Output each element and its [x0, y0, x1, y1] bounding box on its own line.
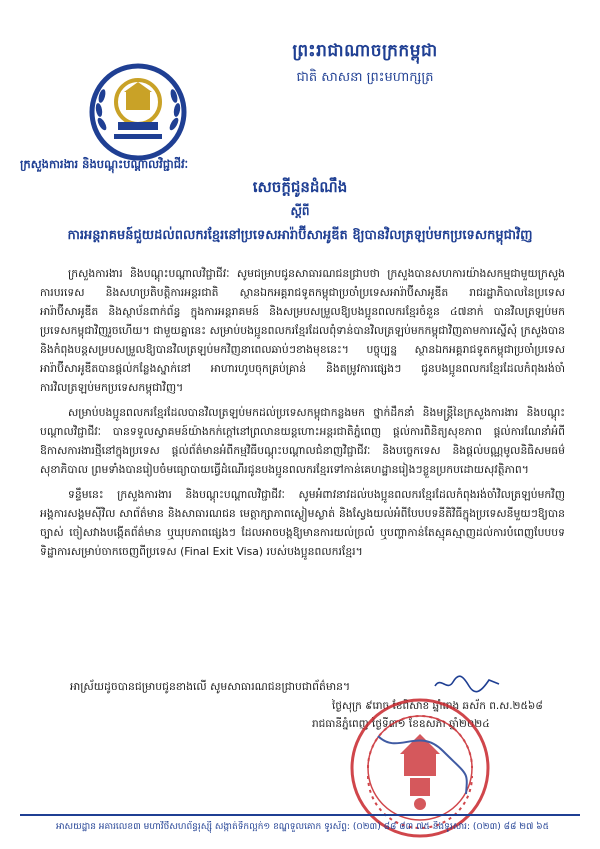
paragraph-2: សម្រាប់បងប្អូនពលករខ្មែរដែលបានវិលត្រឡប់មកដល់ប្រទេសកម្ពុជាកន្លងមក ថ្នាក់ដឹកនាំ និងមន្ត្រីនៃក្រសួងការងារ និងបណ្តុះបណ្តាលវិជ្ជាជីវៈ បានទទួលស្វាគមន៍យ៉ាងកក់ក្តៅនៅព្រលានយន្តហោះអន្តរជាតិភ្នំពេញ ផ្តល់ការពិនិត្យសុខភាព ផ្តល់ការណែនាំអំពីឱកាសការងារថ្មីនៅក្នុងប្រទេស ផ្តល់ព័ត៌មានអំពីកម្មវិធីបណ្តុះបណ្តាលជំនាញវិជ្ជាជីវៈ និងបច្ចេកទេស និងផ្តល់បណ្ណមូលនិធិសមធម៌សុខាភិបាល ព្រមទាំងបានរៀបចំមធ្យោបាយធ្វើដំណើរជូនបងប្អូនពលករខ្មែរទៅកាន់គេហដ្ឋានរៀងៗខ្លួនប្រកបដោយសុវត្ថិភាព។: [40, 406, 565, 476]
paragraph-3: ទន្ទឹមនេះ ក្រសួងការងារ និងបណ្តុះបណ្តាលវិជ្ជាជីវៈ សូមអំពាវនាវដល់បងប្អូនពលករខ្មែរដែលកំពុងរង់ចាំវិលត្រឡប់មកវិញ អង្គការសង្គមស៊ីវិល សាព័ត៌មាន និងសាធារណជន មេត្តាក្សាភាពស្ងៀមស្ងាត់ និងស្វែងយល់អំពីបែបបទនីតិវិធីក្នុងប្រទេសនីមួយៗឱ្យបានច្បាស់ ចៀសវាងបង្កើតព័ត៌មាន ឬឃុបភាពផ្សេងៗ ដែលអាចបង្កឱ្យមានការយល់ច្រលំ ឬបញ្ហាកាន់តែស្មុគស្មាញដល់ការបំពេញបែបបទទិដ្ឋាការសម្រាប់ចាកចេញពីប្រទេស (Final Exit Visa) របស់បងប្អូនពលករខ្មែរ។: [40, 488, 565, 558]
ministry-name: ក្រសួងការងារ និងបណ្តុះបណ្តាលវិជ្ជាជីវៈ: [20, 157, 189, 171]
notice-about: ស្តីពី: [290, 204, 310, 218]
paragraph-1: ក្រសួងការងារ និងបណ្តុះបណ្តាលវិជ្ជាជីវៈ សូមជម្រាបជូនសាធារណជនជ្រាបថា ក្រសួងបានសហការយ៉ាងសកម្មជាមួយក្រសួងការបរទេស និងសហប្រតិបត្តិការអន្តរជាតិ ស្ថានឯកអគ្គរាជទូតកម្ពុជាប្រចាំប្រទេសអារ៉ាប៊ីសាអូឌីត រាជរដ្ឋាភិបាលនៃប្រទេសអារ៉ាប៊ីសាអូឌីត និងស្ថាប័នពាក់ព័ន្ធ ក្នុងការអន្តរាគមន៍ និងសម្របសម្រួលឱ្យបងប្អូនពលករខ្មែរចំនួន ៤៧នាក់ បានវិលត្រឡប់មកប្រទេសកម្ពុជាវិញរួចហើយ។ ជាមួយគ្នានេះ សម្រាប់បងប្អូនពលករខ្មែរដែលពុំទាន់បានវិលត្រឡប់មកកម្ពុជាវិញតាមការស្នើសុំ ក្រសួងបាននិងកំពុងបន្តសម្របសម្រួលឱ្យបានវិលត្រឡប់មកវិញនាពេលឆាប់ៗខាងមុខនេះ។ បច្ចុប្បន្ន ស្ថានឯកអគ្គរាជទូតកម្ពុជាប្រចាំប្រទេសអារ៉ាប៊ីសាអូឌីតបានផ្តល់កន្លែងស្នាក់នៅ អាហារហូបចុកគ្រប់គ្រាន់ និងតម្រូវការផ្សេងៗ ជូនបងប្អូនពលករខ្មែរដែលកំពុងរង់ចាំការវិលត្រឡប់មកប្រទេសកម្ពុជាវិញ។: [40, 267, 565, 394]
notice-body: [40, 264, 565, 567]
notice-title: សេចក្តីជូនដំណឹង: [252, 178, 348, 196]
national-motto: ជាតិ សាសនា ព្រះមហាក្សត្រ: [296, 70, 434, 85]
notice-title-block: [60, 178, 540, 246]
kingdom-heading: [170, 40, 560, 88]
handwritten-initials-icon: [433, 672, 503, 694]
footer-divider: [20, 814, 580, 816]
footer-address: អាសយដ្ឋាន អគារលេខ៣ មហាវិថីសហព័ន្ធរុស្ស៊ី សង្កាត់ទឹកល្អក់១ ខណ្ឌទួលគោក ទូរស័ព្ទ: (០២៣) ៨៨ ៨៣ ៧៥ និងទូរសារ: (០២៣) ៨៨ ២៧ ៦៥: [55, 822, 550, 832]
solar-date: រាជធានីភ្នំពេញ ថ្ងៃទី៣១ ខែឧសភា ឆ្នាំ២០២៤: [312, 718, 490, 730]
ministry-logo-icon: [88, 62, 188, 162]
lunar-date: ថ្ងៃសុក្រ ៩រោច ខែពិសាខ ឆ្នាំរោង ឆស័ក ព.ស.២៥៦៨: [332, 700, 543, 712]
official-seal-icon: [348, 696, 493, 841]
kingdom-title: ព្រះរាជាណាចក្រកម្ពុជា: [292, 41, 438, 61]
closing-line: អាស្រ័យដូចបានជម្រាបជូនខាងលើ សូមសាធារណជនជ្រាបជាព័ត៌មាន។: [70, 680, 351, 693]
notice-subject: ការអន្តរាគមន៍ជួយដល់ពលករខ្មែរនៅប្រទេសអារ៉ាប៊ីសាអូឌីត ឱ្យបានវិលត្រឡប់មកប្រទេសកម្ពុជាវិញ: [67, 228, 533, 243]
